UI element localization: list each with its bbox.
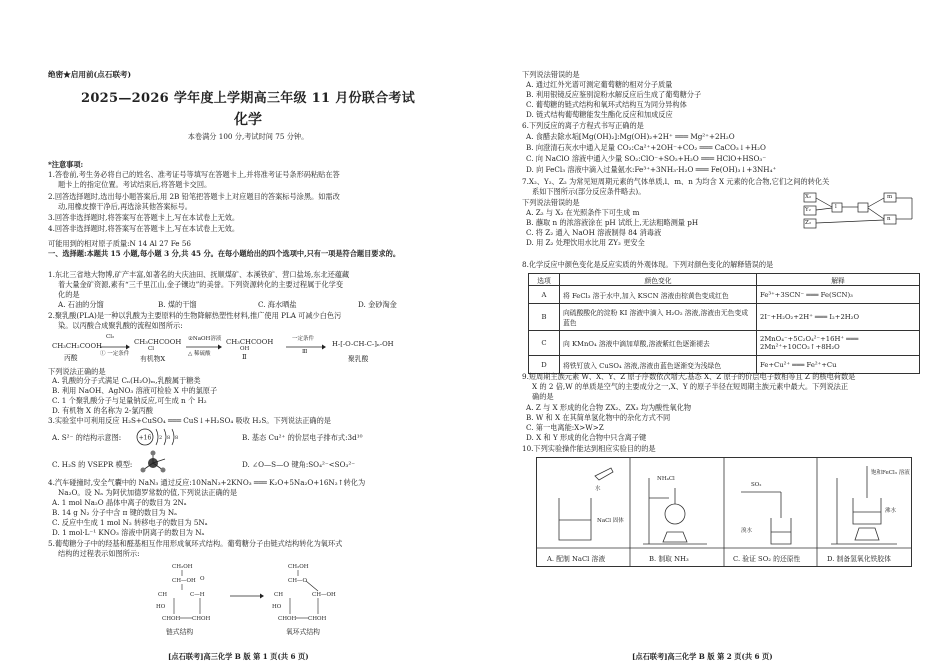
reaction-arrow [100, 344, 130, 350]
scheme-intermediate-2-label: Ⅱ [242, 353, 247, 361]
n-label: n [887, 216, 891, 222]
notice-heading: *注意事项: [48, 160, 84, 169]
q3-option-d: D. ∠O—S—O 键角:SO₄²⁻<SO₃²⁻ [242, 460, 356, 469]
q2-option-a: A. 乳酸的分子式满足 Cₙ(H₂O)ₘ,乳酸属于糖类 [52, 376, 201, 385]
q1-option-c: C. 海水晒盐 [258, 300, 297, 309]
subject-title: 化学 [234, 112, 262, 128]
left-page [48, 0, 476, 670]
l-label: l [835, 204, 837, 210]
x2-label: X₂ [805, 194, 812, 200]
q9-option-b: B. W 和 X 在其简单氢化物中的杂化方式不同 [526, 413, 671, 422]
q10-option-d: D. 制备氢氧化铁胶体 [827, 555, 891, 563]
q3-option-b: B. 基态 Cu²⁺ 的价层电子排布式:3d¹⁰ [242, 433, 363, 442]
notice-line: 3.回答非选择题时,将答案写在答题卡上,写在本试卷上无效。 [48, 213, 240, 222]
apparatus-drawings [537, 458, 911, 566]
notice-line: 1.答卷前,考生务必将自己的姓名、准考证号等填写在答题卡上,并将准考证号条形码粘贴在答 [48, 170, 340, 179]
table-header-row [529, 274, 920, 286]
table-row [529, 286, 920, 304]
exam-title: 2025—2026 学年度上学期高三年级 11 月份联合考试 [80, 91, 416, 106]
q4-option-a: A. 1 mol Na₂O 晶体中离子的数目为 2Nₐ [52, 498, 187, 507]
sulfide-ion-structure-diagram [134, 426, 184, 448]
table-cell: B [529, 304, 560, 331]
scheme-intermediate-1-sub: Cl [148, 346, 154, 352]
scheme-intermediate-2-sub: OH [240, 346, 250, 352]
q10-apparatus-figure [536, 457, 912, 567]
score-info: 本卷满分 100 分,考试时间 75 分钟。 [187, 132, 309, 141]
scheme-reactant: CH₃CH₂COOH [52, 342, 102, 350]
svg-text:CH: CH [274, 592, 284, 598]
svg-text:CH₂OH: CH₂OH [172, 564, 193, 570]
scheme-intermediate-2: CH₃CHCOOH [226, 338, 274, 346]
q6-option-c: C. 向 NaClO 溶液中通入少量 SO₂:ClO⁻+SO₂+H₂O ═══ HClO+HSO₃⁻ [526, 154, 767, 163]
scheme-reactant-label: 丙酸 [64, 354, 78, 362]
q1-option-a: A. 石油的分馏 [58, 300, 104, 309]
q6-option-d: D. 向 FeCl₃ 溶液中滴入过量氨水:Fe³⁺+3NH₃·H₂O ═══ Fe(OH)₃↓+3NH₄⁺ [526, 165, 777, 174]
scheme-intermediate-1-label: 有机物X [140, 355, 166, 363]
scheme-product: H-[-O-CH-C-]ₙ-OH [332, 340, 394, 348]
q8-table [528, 273, 920, 374]
confidential-tag: 绝密★启用前(点石联考) [48, 70, 132, 79]
svg-text:CHOH: CHOH [278, 616, 297, 622]
table-header: 颜色变化 [560, 274, 757, 286]
q9-option-c: C. 第一电离能:X>W>Z [526, 423, 604, 432]
question-3: 3.实验室中可利用反应 H₂S+CuSO₄ ═══ CuS↓+H₂SO₄ 吸收 H₂S。下列说法正确的是 [48, 416, 331, 425]
q5-option-d: D. 链式结构葡萄糖能发生酯化反应和加成反应 [526, 110, 673, 119]
glucose-structure-figure [152, 560, 382, 640]
q2-reaction-scheme [48, 332, 476, 362]
q3-option-c: C. H₂S 的 VSEPR 模型: [52, 460, 133, 469]
svg-text:C—H: C—H [190, 592, 205, 598]
table-row [529, 304, 920, 331]
d-reagent-label: 饱和FeCl₃ 溶液 [871, 470, 910, 476]
step1-reagent: Cl₂ [106, 334, 115, 340]
step3-label: Ⅲ [302, 349, 308, 355]
c-liquid-label: 溴水 [741, 528, 753, 534]
ring-structure-label: 氧环式结构 [286, 628, 320, 636]
notice-line: 4.回答非选择题时,将答案写在答题卡上,写在本试卷上无效。 [48, 224, 240, 233]
svg-text:CH₂OH: CH₂OH [288, 564, 309, 570]
question-5-line: 结构的过程表示如图所示: [58, 549, 140, 558]
q1-option-d: D. 金砂淘金 [358, 300, 397, 309]
q2-stem: 下列说法正确的是 [48, 367, 106, 376]
q6-option-b: B. 向澄清石灰水中通入足量 CO₂:Ca²⁺+2OH⁻+CO₂ ═══ CaCO₃↓+H₂O [526, 143, 766, 152]
step2-condition: △ 稀硫酸 [188, 351, 211, 357]
table-cell: 向硫酸酸化的淀粉 KI 溶液中滴入 H₂O₂ 溶液,溶液由无色变成蓝色 [560, 304, 757, 331]
q4-option-c: C. 反应中生成 1 mol N₂ 转移电子的数目为 5Nₐ [52, 518, 208, 527]
chain-structure-label: 链式结构 [166, 628, 194, 636]
question-9-line: 确的是 [532, 392, 554, 401]
step2-reagent: ②NaOH溶液 [188, 336, 222, 342]
q7-diagram-lines [802, 191, 920, 233]
svg-text:HO: HO [272, 604, 282, 610]
q6-option-a: A. 食醋去除水垢[Mg(OH)₂]:Mg(OH)₂+2H⁺ ═══ Mg²⁺+2H₂O [526, 132, 735, 141]
step3-condition: 一定条件 [292, 336, 315, 342]
notice-line: 动,用橡皮擦干净后,再选涂其他答案标号。 [58, 202, 192, 211]
table-cell: Fe³⁺+3SCN⁻ ═══ Fe(SCN)₃ [757, 286, 920, 304]
q1-option-b: B. 煤的干馏 [158, 300, 197, 309]
table-row [529, 331, 920, 356]
q7-option-a: A. Z₂ 与 X₂ 在光照条件下可生成 m [526, 208, 640, 217]
q9-option-a: A. Z 与 X 形成的化合物 ZX₂、ZX₃ 均为酸性氧化物 [526, 403, 692, 412]
q10-option-a: A. 配制 NaCl 溶液 [547, 555, 606, 563]
question-1-line: 着大量金矿资源,素有“三千里江山,金子镶边”的美誉。下列资源转化的主要过程属于化学变 [58, 280, 344, 289]
b-reagent-label: NH₄Cl [657, 476, 675, 482]
q3-option-a: A. S²⁻ 的结构示意图: [52, 433, 122, 442]
svg-text:CH—OH: CH—OH [172, 578, 196, 584]
q5-option-a: A. 通过红外光谱可测定葡萄糖的相对分子质量 [526, 80, 673, 89]
q5-option-b: B. 利用银镜反应鉴别淀粉水解反应后生成了葡萄糖分子 [526, 90, 702, 99]
q4-option-b: B. 14 g N₂ 分子中含 π 键的数目为 Nₐ [52, 508, 177, 517]
vsepr-model-diagram [138, 450, 168, 476]
m-label: m [887, 194, 893, 200]
q2-option-c: C. 1 个聚乳酸分子与足量钠反应,可生成 n 个 H₂ [52, 396, 207, 405]
svg-text:O: O [200, 576, 205, 582]
left-page-footer: [点石联考]高三化学 B 版 第 1 页(共 6 页) [168, 652, 309, 661]
nucleus-charge: +16 [138, 434, 152, 442]
question-4-line: 4.汽车碰撞时,安全气囊中的 NaN₃ 通过反应:10NaN₃+2KNO₃ ═══ K₂O+5Na₂O+16N₂↑转化为 [48, 478, 366, 487]
question-2-line: 2.聚乳酸(PLA)是一种以乳酸为主要原料的生物降解热塑性材料,推广使用 PLA 可减少白色污 [48, 311, 342, 320]
table-cell: 向 KMnO₄ 溶液中滴加草酸,溶液紫红色逐渐褪去 [560, 331, 757, 356]
question-10: 10.下列实验操作能达到相应实验目的的是 [522, 444, 656, 453]
svg-text:2: 2 [159, 435, 163, 441]
q2-option-d: D. 有机物 X 的名称为 2-氯丙酸 [52, 406, 153, 415]
question-7-line: 7.X₂、Y₂、Z₂ 为常见短周期元素的气体单质,l、m、n 为均含 X 元素的化合物,它们之间的转化关 [522, 177, 830, 186]
question-2-line: 染。以丙酸合成聚乳酸的流程如图所示: [58, 321, 183, 330]
question-1-line: 1.东北三省地大物博,矿产丰富,如著名的大庆油田、抚顺煤矿、本溪铁矿、营口盐场,东北还蕴藏 [48, 270, 350, 279]
table-cell: 将铁钉放入 CuSO₄ 溶液,溶液由蓝色逐渐变为浅绿色 [560, 356, 757, 374]
table-row [529, 356, 920, 374]
star-icon: * [48, 160, 52, 169]
svg-text:CHOH: CHOH [162, 616, 181, 622]
table-cell: 将 FeCl₃ 溶于水中,加入 KSCN 溶液由棕黄色变成红色 [560, 286, 757, 304]
q10-option-c: C. 验证 SO₂ 的还原性 [733, 555, 801, 563]
table-header: 选项 [529, 274, 560, 286]
question-9-line: X 的 2 倍,W 的单质是空气的主要成分之一,X、Y 的原子半径在短周期主族元素中最大。下列说法正 [532, 382, 849, 391]
a-nacl-label: NaCl 固体 [597, 518, 624, 524]
scheme-product-label: 聚乳酸 [348, 355, 369, 363]
a-water-label: 水 [595, 486, 601, 492]
q9-option-d: D. X 和 Y 形成的化合物中只含离子键 [526, 433, 647, 442]
table-cell: C [529, 331, 560, 356]
q7-stem: 下列说法错误的是 [522, 198, 580, 207]
q7-option-b: B. 蘸取 n 的浓溶液涂在 pH 试纸上,无法粗略测量 pH [526, 218, 699, 227]
q7-option-c: C. 将 Z₂ 通入 NaOH 溶液制得 84 消毒液 [526, 228, 662, 237]
notice-line: 2.回答选择题时,选出每小题答案后,用 2B 铅笔把答题卡上对应题目的答案标号涂黑。如需改 [48, 192, 340, 201]
q5-stem: 下列说法错误的是 [522, 70, 580, 79]
q2-option-b: B. 利用 NaOH、AgNO₃ 溶液可检验 X 中的氯原子 [52, 386, 218, 395]
question-4-line: Na₂O。设 Nₐ 为阿伏加德罗常数的值,下列说法正确的是 [58, 488, 238, 497]
d-water-label: 沸水 [885, 508, 897, 514]
atomic-masses: 可能用到的相对原子质量:N 14 Al 27 Fe 56 [48, 239, 191, 248]
q7-option-d: D. 用 Z₂ 处理饮用水比用 ZY₂ 更安全 [526, 238, 645, 247]
q10-option-b: B. 制取 NH₃ [649, 555, 689, 563]
question-8: 8.化学反应中颜色变化是反应实质的外观体现。下列对颜色变化的解释错误的是 [522, 260, 774, 269]
svg-text:CH: CH [158, 592, 168, 598]
y2-label: Y₂ [805, 207, 811, 213]
question-1-line: 化的是 [58, 290, 80, 299]
z2-label: Z₂ [805, 220, 812, 226]
svg-text:HO: HO [156, 604, 166, 610]
svg-text:CHOH: CHOH [192, 616, 211, 622]
table-cell: D [529, 356, 560, 374]
notice-line: 题卡上的指定位置。考试结束后,将答题卡交回。 [58, 180, 212, 189]
section-heading: 一、选择题:本题共 15 小题,每小题 3 分,共 45 分。在每小题给出的四个选项中,只有一项是符合题目要求的。 [48, 249, 401, 258]
question-5-line: 5.葡萄糖分子中的羟基和醛基相互作用形成氧环式结构。葡萄糖分子由链式结构转化为氧环式 [48, 539, 343, 548]
question-6: 6.下列反应的离子方程式书写正确的是 [522, 121, 644, 130]
right-page-footer: [点石联考]高三化学 B 版 第 2 页(共 6 页) [632, 652, 773, 661]
svg-text:CH—O: CH—O [288, 578, 308, 584]
table-cell: 2MnO₄⁻+5C₂O₄²⁻+16H⁺ ═══ 2Mn²⁺+10CO₂↑+8H₂O [757, 331, 920, 356]
reaction-arrow [286, 344, 326, 350]
c-gas-label: SO₂ [751, 482, 762, 488]
q7-conversion-diagram [802, 191, 920, 233]
question-7-line: 系如下图所示(部分反应条件略去)。 [532, 187, 646, 196]
table-cell: Fe+Cu²⁺ ═══ Fe²⁺+Cu [757, 356, 920, 374]
right-page [522, 0, 922, 670]
step1-condition: ① 一定条件 [100, 351, 130, 357]
svg-text:CH—OH: CH—OH [312, 592, 336, 598]
svg-text:8: 8 [175, 435, 179, 441]
table-cell: 2I⁻+H₂O₂+2H⁺ ═══ I₂+2H₂O [757, 304, 920, 331]
reaction-arrow [186, 344, 222, 350]
q5-option-c: C. 葡萄糖的链式结构和氧环式结构互为同分异构体 [526, 100, 687, 109]
q4-option-d: D. 1 mol·L⁻¹ KNO₃ 溶液中阴离子的数目为 Nₐ [52, 528, 205, 537]
table-cell: A [529, 286, 560, 304]
question-9-line: 9.短周期主族元素 W、X、Y、Z 原子序数依次增大,基态 X、Z 原子的价层电子数相等且 Z 的核电荷数是 [522, 372, 856, 381]
table-header: 解释 [757, 274, 920, 286]
scheme-intermediate-1: CH₃CHCOOH [134, 338, 182, 346]
svg-text:CHOH: CHOH [308, 616, 327, 622]
svg-text:8: 8 [167, 435, 171, 441]
